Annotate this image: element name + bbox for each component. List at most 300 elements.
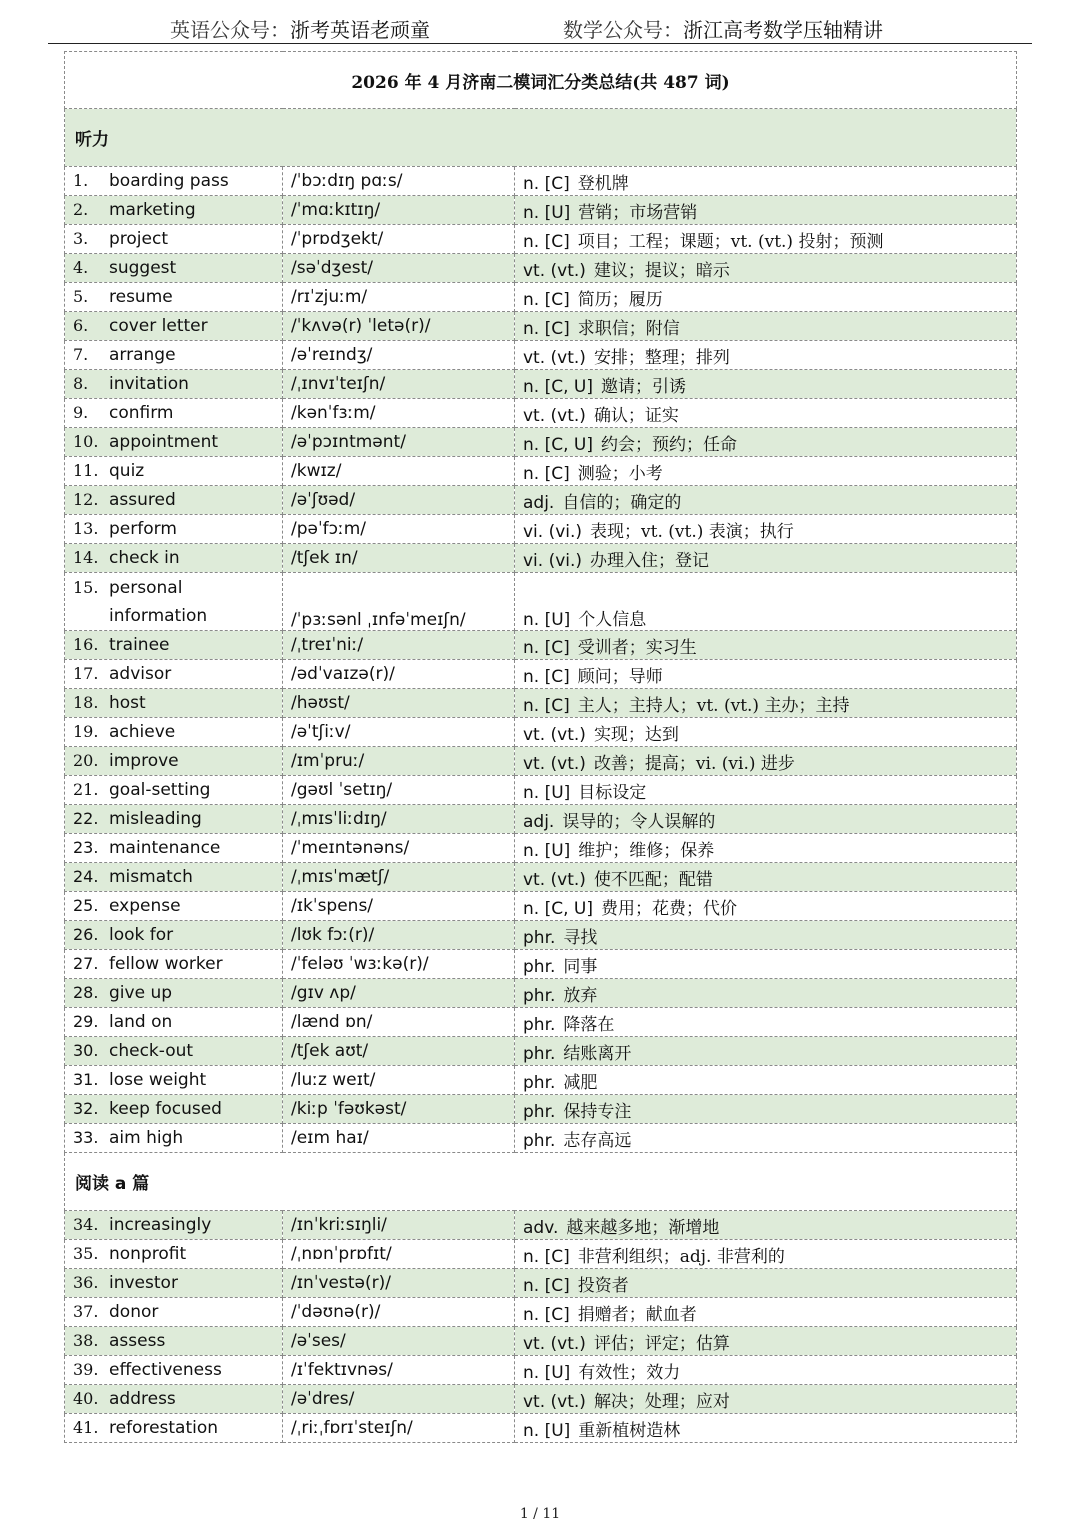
table-row — [65, 225, 1017, 254]
word-cell — [65, 167, 283, 196]
word-number: 31. — [73, 1070, 99, 1089]
section-heading: 听力 — [65, 109, 1017, 167]
phonetic-cell: /tʃek aʊt/ — [283, 1037, 515, 1066]
definition-cell — [515, 747, 1017, 776]
chinese-meaning: 登机牌 — [577, 173, 629, 194]
chinese-meaning: 放弃 — [563, 985, 598, 1006]
phonetic-cell: /pəˈfɔːm/ — [283, 515, 515, 544]
phonetic-cell: /eɪm haɪ/ — [283, 1124, 515, 1153]
word-text: perform — [109, 519, 177, 539]
word-text: resume — [109, 287, 173, 307]
phonetic-cell: /ˌmɪsˈmætʃ/ — [283, 863, 515, 892]
definition-cell — [515, 863, 1017, 892]
english-account — [170, 14, 430, 43]
word-text: fellow worker — [109, 954, 223, 974]
word-text: increasingly — [109, 1215, 212, 1235]
definition-cell — [515, 196, 1017, 225]
word-text: misleading — [109, 809, 202, 829]
word-text: assess — [109, 1331, 166, 1351]
word-text: project — [109, 229, 169, 249]
word-cell — [65, 573, 283, 631]
phonetic-cell: /lænd ɒn/ — [283, 1008, 515, 1037]
phonetic-cell: /əˈtʃiːv/ — [283, 718, 515, 747]
definition-cell — [515, 1414, 1017, 1443]
table-row — [65, 1095, 1017, 1124]
table-row — [65, 515, 1017, 544]
phonetic-cell: /əˈreɪndʒ/ — [283, 341, 515, 370]
definition-cell — [515, 1298, 1017, 1327]
part-of-speech: vt. (vt.) — [523, 753, 586, 774]
word-cell — [65, 1066, 283, 1095]
word-cell — [65, 370, 283, 399]
table-row — [65, 834, 1017, 863]
word-number: 16. — [73, 635, 99, 654]
table-row — [65, 399, 1017, 428]
word-text: aim high — [109, 1128, 184, 1148]
word-text: check-out — [109, 1041, 194, 1061]
phonetic-cell: /ˈpɜːsənl ˌɪnfəˈmeɪʃn/ — [283, 573, 515, 631]
word-cell — [65, 515, 283, 544]
definition-cell — [515, 1037, 1017, 1066]
chinese-meaning: 降落在 — [563, 1014, 615, 1035]
table-row — [65, 428, 1017, 457]
definition-cell — [515, 1211, 1017, 1240]
chinese-meaning: 保持专注 — [563, 1101, 632, 1122]
word-number: 14. — [73, 548, 99, 567]
table-row — [65, 921, 1017, 950]
table-row — [65, 457, 1017, 486]
word-cell — [65, 1008, 283, 1037]
table-row — [65, 196, 1017, 225]
table-row — [65, 631, 1017, 660]
part-of-speech: n. [U] — [523, 202, 571, 223]
chinese-meaning: 建议；提议；暗示 — [593, 260, 730, 281]
part-of-speech: n. [U] — [523, 610, 571, 630]
definition-cell — [515, 370, 1017, 399]
chinese-meaning: 有效性；效力 — [578, 1362, 681, 1383]
chinese-meaning: 自信的；确定的 — [562, 492, 682, 513]
word-number: 37. — [73, 1302, 99, 1321]
word-text: maintenance — [109, 838, 221, 858]
chinese-meaning: 越来越多地；渐增地 — [566, 1217, 720, 1238]
chinese-meaning: 改善；提高；vi. (vi.) 进步 — [593, 753, 795, 774]
word-number: 36. — [73, 1273, 99, 1292]
word-cell — [65, 863, 283, 892]
phonetic-cell: /ˌnɒnˈprɒfɪt/ — [283, 1240, 515, 1269]
part-of-speech: vt. (vt.) — [523, 347, 586, 368]
phonetic-cell: /ˈmɑːkɪtɪŋ/ — [283, 196, 515, 225]
chinese-meaning: 寻找 — [563, 927, 598, 948]
vocabulary-table — [64, 51, 1017, 1443]
table-row — [65, 689, 1017, 718]
word-number: 25. — [73, 896, 99, 915]
word-number: 24. — [73, 867, 99, 886]
word-text: assured — [109, 490, 176, 510]
word-text: mismatch — [109, 867, 193, 887]
table-row — [65, 1385, 1017, 1414]
part-of-speech: vi. (vi.) — [523, 550, 583, 571]
chinese-meaning: 办理入住；登记 — [590, 550, 710, 571]
word-cell — [65, 312, 283, 341]
chinese-meaning: 测验；小考 — [577, 463, 663, 484]
word-cell — [65, 196, 283, 225]
word-text: marketing — [109, 200, 196, 220]
definition-cell — [515, 167, 1017, 196]
word-cell — [65, 1269, 283, 1298]
table-row — [65, 370, 1017, 399]
definition-cell — [515, 1124, 1017, 1153]
part-of-speech: adj. — [523, 492, 555, 513]
word-number: 26. — [73, 925, 99, 944]
word-cell — [65, 631, 283, 660]
definition-cell — [515, 950, 1017, 979]
part-of-speech: n. [C, U] — [523, 434, 593, 455]
phonetic-cell: /ədˈvaɪzə(r)/ — [283, 660, 515, 689]
word-text: nonprofit — [109, 1244, 187, 1264]
chinese-meaning: 投资者 — [577, 1275, 629, 1296]
chinese-meaning: 志存高远 — [563, 1130, 632, 1151]
phonetic-cell: /ˈkʌvə(r) ˈletə(r)/ — [283, 312, 515, 341]
word-text: expense — [109, 896, 181, 916]
definition-cell — [515, 544, 1017, 573]
word-cell — [65, 254, 283, 283]
phonetic-cell: /kwɪz/ — [283, 457, 515, 486]
word-cell — [65, 1298, 283, 1327]
word-cell — [65, 341, 283, 370]
phonetic-cell: /kənˈfɜːm/ — [283, 399, 515, 428]
word-cell — [65, 1356, 283, 1385]
part-of-speech: n. [C, U] — [523, 376, 593, 397]
table-row — [65, 776, 1017, 805]
part-of-speech: n. [U] — [523, 840, 571, 861]
word-number: 6. — [73, 316, 89, 335]
part-of-speech: phr. — [523, 1014, 556, 1035]
word-text: improve — [109, 751, 179, 771]
part-of-speech: vt. (vt.) — [523, 260, 586, 281]
definition-cell — [515, 1008, 1017, 1037]
table-row — [65, 660, 1017, 689]
phonetic-cell: /ɪnˈkriːsɪŋli/ — [283, 1211, 515, 1240]
phonetic-cell: /səˈdʒest/ — [283, 254, 515, 283]
word-text: quiz — [109, 461, 145, 481]
word-cell — [65, 892, 283, 921]
definition-cell — [515, 254, 1017, 283]
chinese-meaning: 求职信；附信 — [577, 318, 680, 339]
part-of-speech: n. [U] — [523, 1420, 571, 1441]
word-number: 21. — [73, 780, 99, 799]
table-row — [65, 1298, 1017, 1327]
table-row — [65, 486, 1017, 515]
phonetic-cell: /luːz weɪt/ — [283, 1066, 515, 1095]
phonetic-cell: /əˈpɔɪntmənt/ — [283, 428, 515, 457]
word-text: investor — [109, 1273, 178, 1293]
word-number: 32. — [73, 1099, 99, 1118]
word-text-continued: information — [109, 605, 208, 626]
part-of-speech: phr. — [523, 1101, 556, 1122]
definition-cell — [515, 457, 1017, 486]
table-row — [65, 254, 1017, 283]
word-cell — [65, 225, 283, 254]
definition-cell — [515, 312, 1017, 341]
phonetic-cell: /rɪˈzjuːm/ — [283, 283, 515, 312]
chinese-meaning: 使不匹配；配错 — [593, 869, 713, 890]
word-text: personal — [109, 577, 183, 598]
definition-cell — [515, 1240, 1017, 1269]
definition-cell — [515, 515, 1017, 544]
section-header-row — [65, 109, 1017, 167]
chinese-meaning: 营销；市场营销 — [578, 202, 698, 223]
word-cell — [65, 1385, 283, 1414]
word-cell — [65, 283, 283, 312]
word-number: 28. — [73, 983, 99, 1002]
definition-cell — [515, 718, 1017, 747]
word-number: 22. — [73, 809, 99, 828]
part-of-speech: n. [C] — [523, 1304, 570, 1325]
chinese-meaning: 个人信息 — [578, 610, 647, 630]
section-heading: 阅读 a 篇 — [65, 1153, 1017, 1211]
definition-cell — [515, 428, 1017, 457]
definition-cell — [515, 631, 1017, 660]
word-number: 40. — [73, 1389, 99, 1408]
word-number: 20. — [73, 751, 99, 770]
table-row — [65, 718, 1017, 747]
phonetic-cell: /ˌriːˌfɒrɪˈsteɪʃn/ — [283, 1414, 515, 1443]
definition-cell — [515, 1095, 1017, 1124]
phonetic-cell: /həʊst/ — [283, 689, 515, 718]
table-row — [65, 747, 1017, 776]
chinese-meaning: 减肥 — [563, 1072, 598, 1093]
word-cell — [65, 544, 283, 573]
table-row — [65, 1240, 1017, 1269]
table-row — [65, 1008, 1017, 1037]
title-row — [65, 52, 1017, 109]
chinese-meaning: 顾问；导师 — [577, 666, 663, 687]
word-cell — [65, 1095, 283, 1124]
word-cell — [65, 805, 283, 834]
table-row — [65, 1211, 1017, 1240]
word-text: host — [109, 693, 146, 713]
phonetic-cell: /ˈbɔːdɪŋ pɑːs/ — [283, 167, 515, 196]
table-row — [65, 1124, 1017, 1153]
word-text: goal-setting — [109, 780, 211, 800]
word-text: effectiveness — [109, 1360, 222, 1380]
definition-cell — [515, 892, 1017, 921]
math-account — [563, 14, 883, 43]
definition-cell — [515, 573, 1017, 631]
word-number: 3. — [73, 229, 89, 248]
phonetic-cell: /ˈdəʊnə(r)/ — [283, 1298, 515, 1327]
definition-cell — [515, 660, 1017, 689]
chinese-meaning: 同事 — [563, 956, 598, 977]
part-of-speech: phr. — [523, 1043, 556, 1064]
chinese-meaning: 解决；处理；应对 — [593, 1391, 730, 1412]
chinese-meaning: 受训者；实习生 — [577, 637, 697, 658]
part-of-speech: n. [C] — [523, 695, 570, 716]
word-number: 12. — [73, 490, 99, 509]
table-row — [65, 167, 1017, 196]
part-of-speech: adv. — [523, 1217, 559, 1238]
word-cell — [65, 1240, 283, 1269]
part-of-speech: n. [C] — [523, 318, 570, 339]
chinese-meaning: 实现；达到 — [593, 724, 679, 745]
word-cell — [65, 776, 283, 805]
word-cell — [65, 834, 283, 863]
word-number: 7. — [73, 345, 89, 364]
part-of-speech: phr. — [523, 1072, 556, 1093]
part-of-speech: vt. (vt.) — [523, 724, 586, 745]
phonetic-cell: /ˈfeləʊ ˈwɜːkə(r)/ — [283, 950, 515, 979]
word-number: 10. — [73, 432, 99, 451]
part-of-speech: vi. (vi.) — [523, 521, 583, 542]
word-text: reforestation — [109, 1418, 219, 1438]
chinese-meaning: 评估；评定；估算 — [593, 1333, 730, 1354]
word-text: lose weight — [109, 1070, 207, 1090]
table-row — [65, 805, 1017, 834]
chinese-meaning: 表现；vt. (vt.) 表演；执行 — [590, 521, 794, 542]
word-text: trainee — [109, 635, 170, 655]
phonetic-cell: /əˈʃʊəd/ — [283, 486, 515, 515]
definition-cell — [515, 776, 1017, 805]
word-text: land on — [109, 1012, 173, 1032]
chinese-meaning: 捐赠者；献血者 — [577, 1304, 697, 1325]
page-number: 1 / 11 — [519, 1506, 561, 1522]
definition-cell — [515, 921, 1017, 950]
definition-cell — [515, 341, 1017, 370]
chinese-meaning: 费用；花费；代价 — [600, 898, 737, 919]
word-number: 38. — [73, 1331, 99, 1350]
word-number: 19. — [73, 722, 99, 741]
table-row — [65, 1066, 1017, 1095]
section-header-row — [65, 1153, 1017, 1211]
word-text: cover letter — [109, 316, 208, 336]
part-of-speech: n. [C] — [523, 463, 570, 484]
table-row — [65, 1414, 1017, 1443]
phonetic-cell: /kiːp ˈfəʊkəst/ — [283, 1095, 515, 1124]
word-cell — [65, 457, 283, 486]
phonetic-cell: /lʊk fɔː(r)/ — [283, 921, 515, 950]
document-title: 2026 年 4 月济南二模词汇分类总结(共 487 词) — [65, 52, 1017, 109]
word-text: donor — [109, 1302, 159, 1322]
word-text: suggest — [109, 258, 177, 278]
phonetic-cell: /ɪkˈspens/ — [283, 892, 515, 921]
table-row — [65, 863, 1017, 892]
part-of-speech: vt. (vt.) — [523, 1333, 586, 1354]
part-of-speech: n. [C] — [523, 231, 570, 252]
definition-cell — [515, 225, 1017, 254]
header-rule — [48, 43, 1032, 44]
word-cell — [65, 486, 283, 515]
word-number: 30. — [73, 1041, 99, 1060]
word-cell — [65, 747, 283, 776]
word-text: confirm — [109, 403, 174, 423]
word-cell — [65, 718, 283, 747]
phonetic-cell: /ˈprɒdʒekt/ — [283, 225, 515, 254]
word-cell — [65, 399, 283, 428]
phonetic-cell: /gəʊl ˈsetɪŋ/ — [283, 776, 515, 805]
table-row — [65, 979, 1017, 1008]
word-cell — [65, 1211, 283, 1240]
table-row — [65, 1037, 1017, 1066]
word-number: 27. — [73, 954, 99, 973]
word-text: look for — [109, 925, 174, 945]
word-text: appointment — [109, 432, 219, 452]
table-row — [65, 1269, 1017, 1298]
definition-cell — [515, 689, 1017, 718]
word-cell — [65, 689, 283, 718]
word-number: 33. — [73, 1128, 99, 1147]
word-number: 11. — [73, 461, 99, 480]
table-row — [65, 544, 1017, 573]
part-of-speech: n. [C] — [523, 666, 570, 687]
word-text: boarding pass — [109, 171, 229, 191]
phonetic-cell: /ɪˈfektɪvnəs/ — [283, 1356, 515, 1385]
chinese-meaning: 确认；证实 — [593, 405, 679, 426]
table-row — [65, 950, 1017, 979]
word-text: check in — [109, 548, 180, 568]
part-of-speech: vt. (vt.) — [523, 405, 586, 426]
table-row — [65, 1356, 1017, 1385]
word-number: 39. — [73, 1360, 99, 1379]
definition-cell — [515, 834, 1017, 863]
word-cell — [65, 950, 283, 979]
part-of-speech: vt. (vt.) — [523, 869, 586, 890]
word-cell — [65, 1327, 283, 1356]
word-cell — [65, 979, 283, 1008]
chinese-meaning: 项目；工程；课题；vt. (vt.) 投射；预测 — [577, 231, 884, 252]
word-number: 9. — [73, 403, 89, 422]
word-cell — [65, 428, 283, 457]
word-number: 41. — [73, 1418, 99, 1437]
english-account-value: 浙考英语老顽童 — [290, 18, 430, 42]
phonetic-cell: /ɪmˈpruː/ — [283, 747, 515, 776]
phonetic-cell: /gɪv ʌp/ — [283, 979, 515, 1008]
table-row — [65, 1327, 1017, 1356]
chinese-meaning: 重新植树造林 — [578, 1420, 681, 1441]
chinese-meaning: 目标设定 — [578, 782, 647, 803]
chinese-meaning: 主人；主持人；vt. (vt.) 主办；主持 — [577, 695, 850, 716]
word-cell — [65, 1037, 283, 1066]
word-number: 4. — [73, 258, 89, 277]
word-number: 15. — [73, 577, 99, 597]
english-account-label: 英语公众号： — [170, 18, 290, 42]
word-number: 5. — [73, 287, 89, 306]
definition-cell — [515, 1356, 1017, 1385]
definition-cell — [515, 1327, 1017, 1356]
word-text: invitation — [109, 374, 189, 394]
part-of-speech: n. [C] — [523, 1246, 570, 1267]
definition-cell — [515, 1269, 1017, 1298]
part-of-speech: n. [U] — [523, 1362, 571, 1383]
word-number: 23. — [73, 838, 99, 857]
part-of-speech: phr. — [523, 956, 556, 977]
definition-cell — [515, 805, 1017, 834]
word-number: 18. — [73, 693, 99, 712]
math-account-label: 数学公众号： — [563, 18, 683, 42]
chinese-meaning: 约会；预约；任命 — [600, 434, 737, 455]
phonetic-cell: /əˈdres/ — [283, 1385, 515, 1414]
word-text: keep focused — [109, 1099, 222, 1119]
word-number: 8. — [73, 374, 89, 393]
table-row — [65, 283, 1017, 312]
table-row — [65, 573, 1017, 631]
word-number: 17. — [73, 664, 99, 683]
phonetic-cell: /ˌmɪsˈliːdɪŋ/ — [283, 805, 515, 834]
word-text: advisor — [109, 664, 172, 684]
phonetic-cell: /ɪnˈvestə(r)/ — [283, 1269, 515, 1298]
word-text: achieve — [109, 722, 176, 742]
word-text: arrange — [109, 345, 176, 365]
part-of-speech: n. [C] — [523, 289, 570, 310]
